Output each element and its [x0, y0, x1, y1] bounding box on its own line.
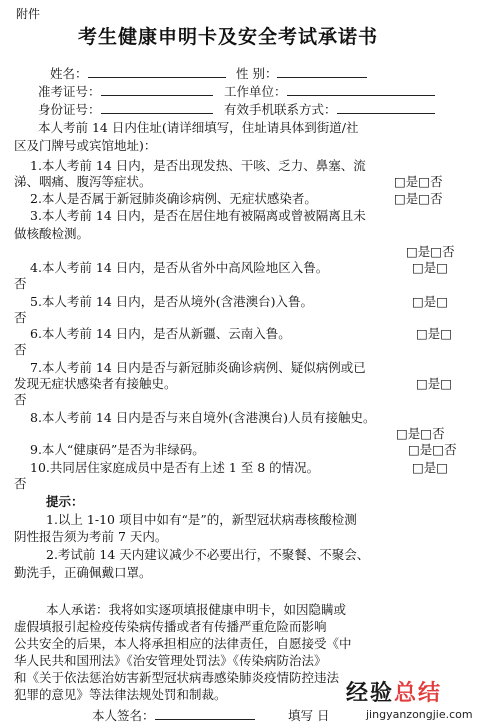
tip2-line1: 2.考试前 14 天内建议减少不必要出行，不聚餐、不聚会、 — [46, 547, 370, 562]
gender-label: 性 别： — [236, 66, 278, 81]
watermark-logo — [346, 676, 442, 707]
watermark-url: jingyanzongjie.com — [366, 708, 473, 721]
q9-line1: 9.本人“健康码”是否为非绿码。 — [30, 442, 205, 457]
phone-label: 有效手机联系方式： — [224, 102, 337, 117]
q2-line1: 2.本人是否属于新冠肺炎确诊病例、无症状感染者。 — [30, 191, 317, 206]
tips-heading: 提示： — [46, 494, 84, 509]
date-label: 填写 日 — [288, 708, 330, 723]
watermark-text-b: 总结 — [394, 681, 443, 706]
q7-line2: 发现无症状感染者有接触史。 — [14, 376, 177, 391]
signature-underline[interactable] — [155, 707, 255, 720]
q4-line1: 4.本人考前 14 日内，是否从省外中高风险地区入鲁。 — [30, 260, 329, 275]
gender-underline[interactable] — [277, 65, 367, 78]
work-unit-field[interactable] — [224, 82, 435, 100]
q10-line1: 10.共同居住家庭成员中是否有上述 1 至 8 的情况。 — [30, 460, 320, 475]
q3-line2: 做核酸检测。 — [14, 226, 90, 241]
q1-checkbox[interactable]: □是□否 — [394, 174, 443, 189]
q10-checkbox-yes[interactable]: □是□ — [412, 460, 449, 475]
name-label: 姓名： — [50, 66, 88, 81]
q5-checkbox-no[interactable]: 否 — [14, 310, 27, 325]
tip1-line1: 1.以上 1-10 项目中如有“是”的，新型冠状病毒核酸检测 — [46, 512, 357, 527]
q7-line1: 7.本人考前 14 日内是否与新冠肺炎确诊病例、疑似病例或已 — [30, 360, 366, 375]
q3-checkbox[interactable]: □是□否 — [406, 244, 455, 259]
ticket-label: 准考证号： — [38, 84, 101, 99]
ticket-field[interactable] — [38, 82, 213, 100]
q6-line1: 6.本人考前 14 日内，是否从新疆、云南入鲁。 — [30, 326, 291, 341]
q3-line1: 3.本人考前 14 日内，是否在居住地有被隔离或曾被隔离且未 — [30, 208, 366, 223]
q2-checkbox[interactable]: □是□否 — [394, 191, 443, 206]
tip2-line2: 勤洗手，正确佩戴口罩。 — [14, 565, 152, 580]
q5-line1: 5.本人考前 14 日内，是否从境外(含港澳台)入鲁。 — [30, 294, 314, 309]
page-title: 考生健康申明卡及安全考试承诺书 — [78, 26, 379, 48]
gender-field[interactable] — [236, 64, 367, 82]
watermark-text-a: 经验 — [346, 681, 395, 706]
id-field[interactable] — [38, 100, 213, 118]
q1-line2: 涕、咽痛、腹泻等症状。 — [14, 174, 152, 189]
residence-line1: 本人考前 14 日内住址(请详细填写，住址请具体到街道/社 — [38, 120, 359, 135]
q5-checkbox-yes[interactable]: □是□ — [412, 294, 449, 309]
name-underline[interactable] — [88, 65, 226, 78]
work-unit-label: 工作单位： — [224, 84, 287, 99]
q9-checkbox[interactable]: □是□否 — [408, 442, 457, 457]
promise-line2: 虚假填报引起检疫传染病传播或者有传播严重危险而影响 — [14, 619, 327, 634]
q6-checkbox-no[interactable]: 否 — [14, 342, 27, 357]
q8-checkbox[interactable]: □是□否 — [396, 426, 445, 441]
phone-field[interactable] — [224, 100, 435, 118]
promise-line3: 公共安全的后果，本人将承担相应的法律责任，自愿接受《中 — [14, 636, 352, 651]
q7-checkbox-yes[interactable]: □是□ — [416, 376, 453, 391]
q4-checkbox-no[interactable]: 否 — [14, 276, 27, 291]
promise-line5: 和《关于依法惩治妨害新型冠状病毒感染肺炎疫情防控违法 — [14, 670, 340, 685]
id-underline[interactable] — [101, 101, 213, 114]
q4-checkbox-yes[interactable]: □是□ — [412, 260, 449, 275]
promise-line1: 本人承诺：我将如实逐项填报健康申明卡，如因隐瞒或 — [46, 602, 347, 617]
id-label: 身份证号： — [38, 102, 101, 117]
promise-line6: 犯罪的意见》等法律法规处罚和制裁。 — [14, 687, 227, 702]
q8-line1: 8.本人考前 14 日内是否与来自境外(含港澳台)人员有接触史。 — [30, 410, 376, 425]
name-field[interactable] — [50, 64, 226, 82]
q6-checkbox-yes[interactable]: □是□ — [416, 326, 453, 341]
work-unit-underline[interactable] — [287, 83, 435, 96]
residence-line2: 区及门牌号或宾馆地址)： — [14, 138, 157, 153]
signature-field[interactable] — [92, 706, 255, 724]
tip1-line2: 阴性报告须为考前 7 天内。 — [14, 529, 168, 544]
attachment-label: 附件 — [16, 7, 41, 21]
q10-checkbox-no[interactable]: 否 — [14, 476, 27, 491]
q7-checkbox-no[interactable]: 否 — [14, 392, 27, 407]
signature-label: 本人签名： — [92, 708, 155, 723]
promise-line4: 华人民共和国刑法》《治安管理处罚法》《传染病防治法》 — [14, 653, 327, 668]
ticket-underline[interactable] — [101, 83, 213, 96]
q1-line1: 1.本人考前 14 日内，是否出现发热、干咳、乏力、鼻塞、流 — [30, 158, 366, 173]
phone-underline[interactable] — [337, 101, 435, 114]
